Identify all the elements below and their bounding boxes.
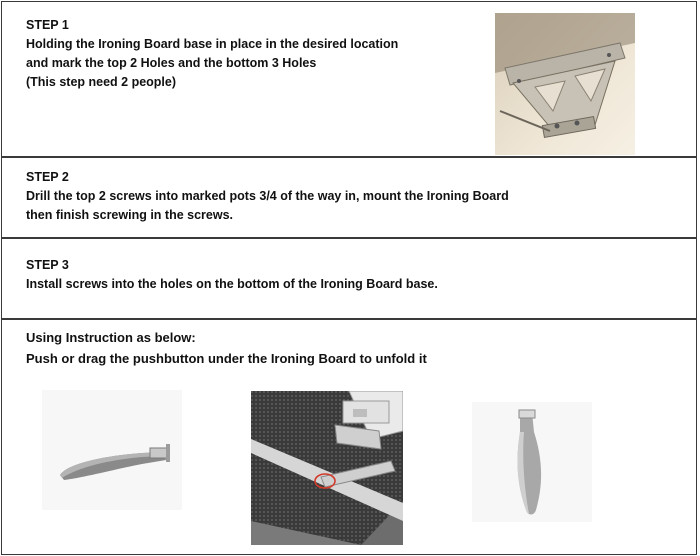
step1-text: [26, 16, 398, 92]
ironing-board-unfolded-image: [42, 390, 182, 510]
step1-section: [1, 1, 697, 157]
step3-line: Install screws into the holes on the bottom of the Ironing Board base.: [26, 277, 438, 291]
step3-title: STEP 3: [26, 258, 69, 272]
step1-line: Holding the Ironing Board base in place in the desired location: [26, 37, 399, 51]
step2-text: [26, 168, 509, 225]
usage-instruction: Push or drag the pushbutton under the Ironing Board to unfold it: [26, 351, 427, 366]
usage-text: [26, 327, 427, 369]
step1-title: STEP 1: [26, 18, 69, 32]
step2-title: STEP 2: [26, 170, 69, 184]
mounting-bracket-photo: [495, 13, 635, 155]
step1-line: and mark the top 2 Holes and the bottom 3 Holes: [26, 56, 317, 70]
pushbutton-detail-image: [251, 391, 403, 545]
step2-line: then finish screwing in the screws.: [26, 208, 233, 222]
usage-heading: Using Instruction as below:: [26, 330, 196, 345]
step2-line: Drill the top 2 screws into marked pots 3/4 of the way in, mount the Ironing Board: [26, 189, 509, 203]
step3-section: [1, 238, 697, 319]
ironing-board-folded-image: [472, 402, 592, 522]
step1-line: (This step need 2 people): [26, 75, 177, 89]
usage-section: [1, 319, 697, 555]
step3-text: [26, 256, 438, 294]
step2-section: [1, 157, 697, 238]
